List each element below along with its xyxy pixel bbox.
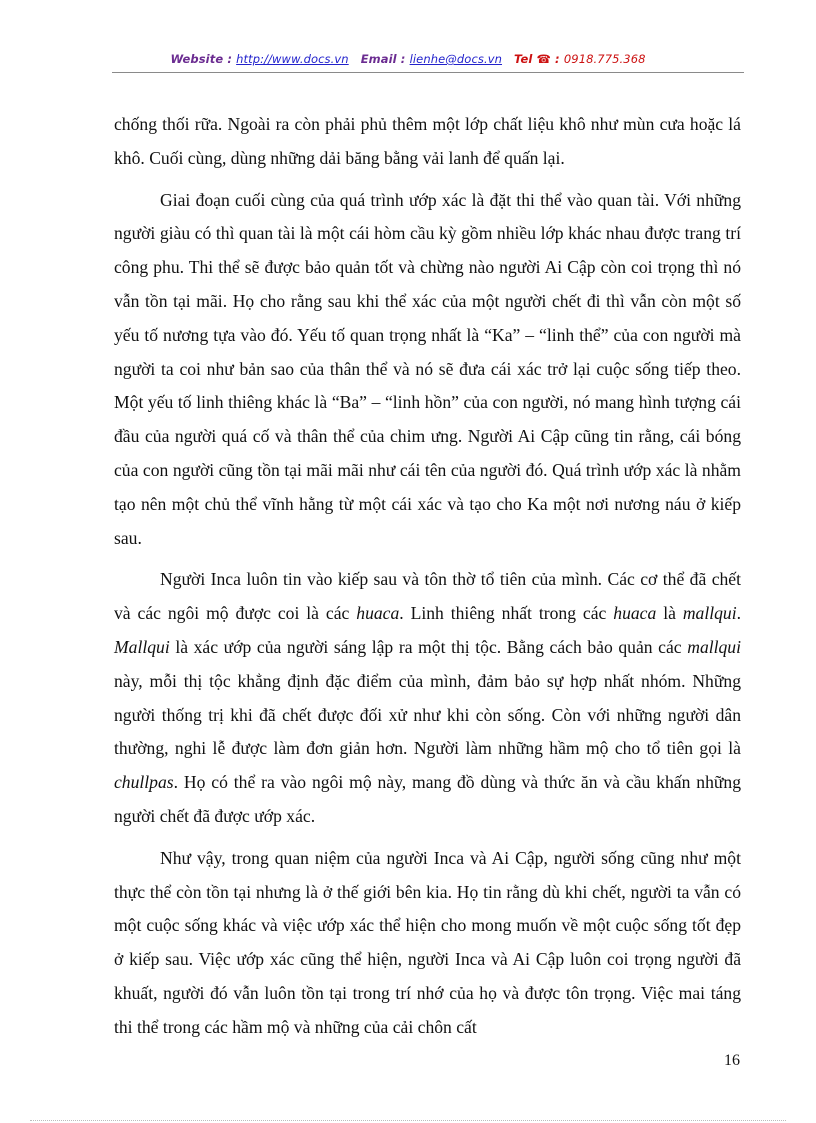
paragraph-2: Giai đoạn cuối cùng của quá trình ướp xác là đặt thi thể vào quan tài. Với những người giàu có thì quan tài là một cái hòm cầu kỳ gồm nhiều lớp khác nhau được trang trí công phu. Thi thể sẽ được bảo quản tốt và chừng nào người Ai Cập còn coi trọng thì nó vẫn tồn tại mãi. Họ cho rằng sau khi thể xác của một người chết đi thì vẫn còn một số yếu tố nương tựa vào đó. Yếu tố quan trọng nhất là “Ka” – “linh thể” của con người mà người ta coi như bản sao của thân thể và nó sẽ đưa cái xác trở lại cuộc sống tiếp theo. Một yếu tố linh thiêng khác là “Ba” – “linh hồn” của con người, nó mang hình tượng cái đầu của người quá cố và thân thể của chim ưng. Người Ai Cập cũng tin rằng, cái bóng của con người cũng tồn tại mãi mãi như cái tên của người đó. Quá trình ướp xác là nhằm tạo nên một chủ thể vĩnh hằng từ một cái xác và tạo cho Ka một nơi nương náu ở kiếp sau. [114,189,741,548]
page-header [0,52,816,66]
page-number: 16 [724,1052,740,1069]
tel-label: Tel ☎ : [514,52,564,66]
term-chullpas: chullpas [114,772,174,793]
email-label: Email : [360,52,410,66]
term-huaca: huaca [356,603,400,624]
phone-number: 0918.775.368 [563,52,646,66]
website-link[interactable]: http://www.docs.vn [236,52,349,66]
term-mallqui: mallqui [687,636,741,657]
paragraph-4: Như vậy, trong quan niệm của người Inca và Ai Cập, người sống cũng như một thực thể còn tồn tại nhưng là ở thế giới bên kia. Họ tin rằng dù khi chết, người ta vẫn có một cuộc sống khác và việc ướp xác thể hiện cho mong muốn về một cuộc sống tốt đẹp ở kiếp sau. Việc ướp xác cũng thể hiện, người Inca và Ai Cập luôn coi trọng người đã khuất, người đó vẫn luôn tồn tại trong trí nhớ của họ và được tôn trọng. Việc mai táng thi thể trong các hầm mộ và những của cải chôn cất [114,847,741,1037]
footer-divider [30,1120,786,1121]
header-divider [112,72,744,73]
email-link[interactable]: lienhe@docs.vn [409,52,503,66]
document-body [114,108,741,1053]
paragraph-3: Người Inca luôn tin vào kiếp sau và tôn thờ tổ tiên của mình. Các cơ thể đã chết và các ngôi mộ được coi là các huaca. Linh thiêng nhất trong các huaca là mallqui. Mallqui là xác ướp của người sáng lập ra một thị tộc. Bằng cách bảo quản các mallqui này, mỗi thị tộc khẳng định đặc điểm của mình, đảm bảo sự hợp nhất nhóm. Những người thống trị khi đã chết được đối xử như khi còn sống. Còn với những người dân thường, nghi lễ được làm đơn giản hơn. Người làm những hầm mộ cho tổ tiên gọi là chullpas. Họ có thể ra vào ngôi mộ này, mang đồ dùng và thức ăn và cầu khấn những người chết đã được ướp xác. [114,569,741,826]
paragraph-1: chống thối rữa. Ngoài ra còn phải phủ thêm một lớp chất liệu khô như mùn cưa hoặc lá khô. Cuối cùng, dùng những dải băng bằng vải lanh để quấn lại. [114,114,741,168]
term-mallqui: Mallqui [114,636,170,657]
term-mallqui: mallqui [682,603,737,624]
website-label: Website : [170,52,237,66]
term-huaca: huaca [613,603,657,624]
